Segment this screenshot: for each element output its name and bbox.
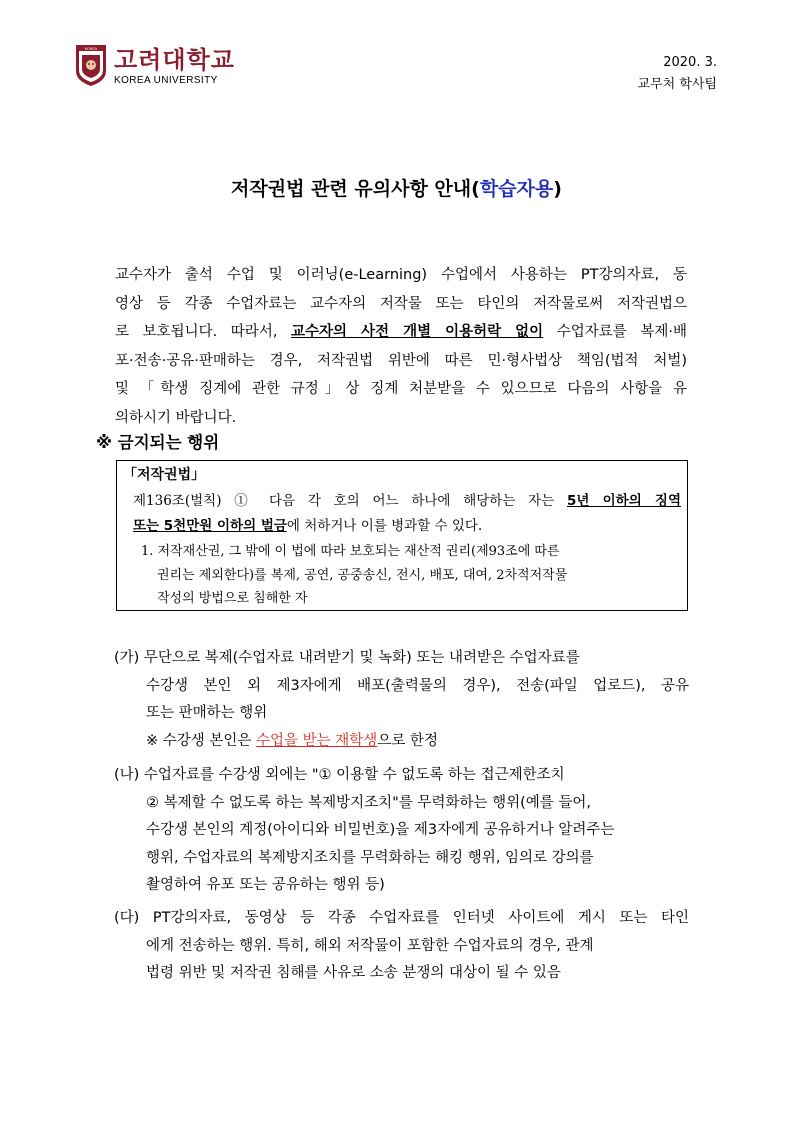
university-name-korean: 고려대학교 [114,46,235,74]
article-text: 제136조(벌칙) ① 다음 각 호의 어느 하나에 해당하는 자는 [133,493,567,509]
title-accent: 학습자용 [479,178,554,200]
law-clause [141,540,681,611]
law-box-title: 「저작권법」 [123,467,206,483]
note-text: ※ 수강생 본인은 [146,732,257,749]
intro-line: 및 「학생 징계에 관한 규정」상 징계 처분받을 수 있으므로 다음의 사항을 유 [115,381,687,397]
item-line: 수강생 본인의 계정(아이디와 비밀번호)을 제3자에게 공유하거나 알려주는 [146,822,615,838]
clause-line: 권리는 제외한다)를 복제, 공연, 공중송신, 전시, 배포, 대여, 2차적저작물 [157,567,568,583]
clause-line: 1. 저작재산권, 그 밖에 이 법에 따라 보호되는 재산적 권리(제93조에 따른 [141,544,560,559]
intro-text: 로 보호됩니다. 따라서, [115,324,292,340]
item-line: (나) 수업자료를 수강생 외에는 "① 이용할 수 없도록 하는 접근제한조치 [114,767,565,783]
item-line: 수강생 본인 외 제3자에게 배포(출력물의 경우), 전송(파일 업로드), 공유 [146,677,689,694]
svg-text:KOREA: KOREA [84,47,98,51]
item-line: 법령 위반 및 저작권 침해를 사유로 소송 분쟁의 대상이 될 수 있음 [146,965,561,981]
document-meta [638,52,717,96]
article-emphasis: 또는 5천만원 이하의 벌금 [133,518,287,534]
item-line: (다) PT강의자료, 동영상 등 각종 수업자료를 인터넷 사이트에 게시 또는 타인 [114,910,689,926]
intro-line: 교수자가 출석 수업 및 이러닝(e-Learning) 수업에서 사용하는 PT강의자료, 동 [115,267,687,283]
article-line [133,489,681,514]
article-emphasis: 5년 이하의 징역 [567,493,681,509]
intro-line [115,318,687,347]
page-title [0,175,793,203]
note-text: 으로 한정 [377,732,438,749]
item-line: 촬영하여 유포 또는 공유하는 행위 등) [146,877,385,893]
item-line: 또는 판매하는 행위 [146,705,268,721]
item-note [114,728,689,756]
university-name-english: KOREA UNIVERSITY [114,75,218,86]
law-excerpt-box [116,460,688,611]
intro-line: 의하시기 바랍니다. [115,409,237,426]
intro-text: 수업자료를 복제·배 [543,324,688,340]
item-line: 행위, 수업자료의 복제방지조치를 무력화하는 해킹 행위, 임의로 강의를 [146,849,594,866]
prohibited-item-na [114,762,689,900]
intro-line: 포·전송·공유·판매하는 경우, 저작권법 위반에 따른 민·형사법상 책임(법적 처벌) [115,352,687,369]
item-line: (가) 무단으로 복제(수업자료 내려받기 및 녹화) 또는 내려받은 수업자료를 [114,650,580,666]
title-main: 저작권법 관련 유의사항 안내( [231,178,480,200]
intro-line: 영상 등 각종 수업자료는 교수자의 저작물 또는 타인의 저작물로써 저작권법으 [115,295,687,312]
university-logo [74,43,274,93]
intro-emphasis: 교수자의 사전 개별 이용허락 없이 [291,324,544,340]
item-line: 에게 전송하는 행위. 특히, 해외 저작물이 포함한 수업자료의 경우, 관계 [146,937,594,954]
item-line: ② 복제할 수 없도록 하는 복제방지조치"를 무력화하는 행위(예를 들어, [146,794,591,811]
article-text: 에 처하거나 이를 병과할 수 있다. [286,518,483,534]
prohibited-item-da [114,905,689,988]
title-close: ) [553,178,562,200]
note-emphasis: 수업을 받는 재학생 [256,732,378,749]
prohibited-item-ga [114,645,689,755]
section-heading: ※ 금지되는 행위 [96,433,220,452]
issue-date: 2020. 3. [663,55,717,70]
clause-line: 작성의 방법으로 침해한 자 [157,591,308,606]
law-article [133,489,681,539]
university-emblem-icon [74,43,108,87]
issuing-department: 교무처 학사팀 [637,77,717,92]
intro-paragraph [115,261,687,432]
article-line [133,514,681,539]
